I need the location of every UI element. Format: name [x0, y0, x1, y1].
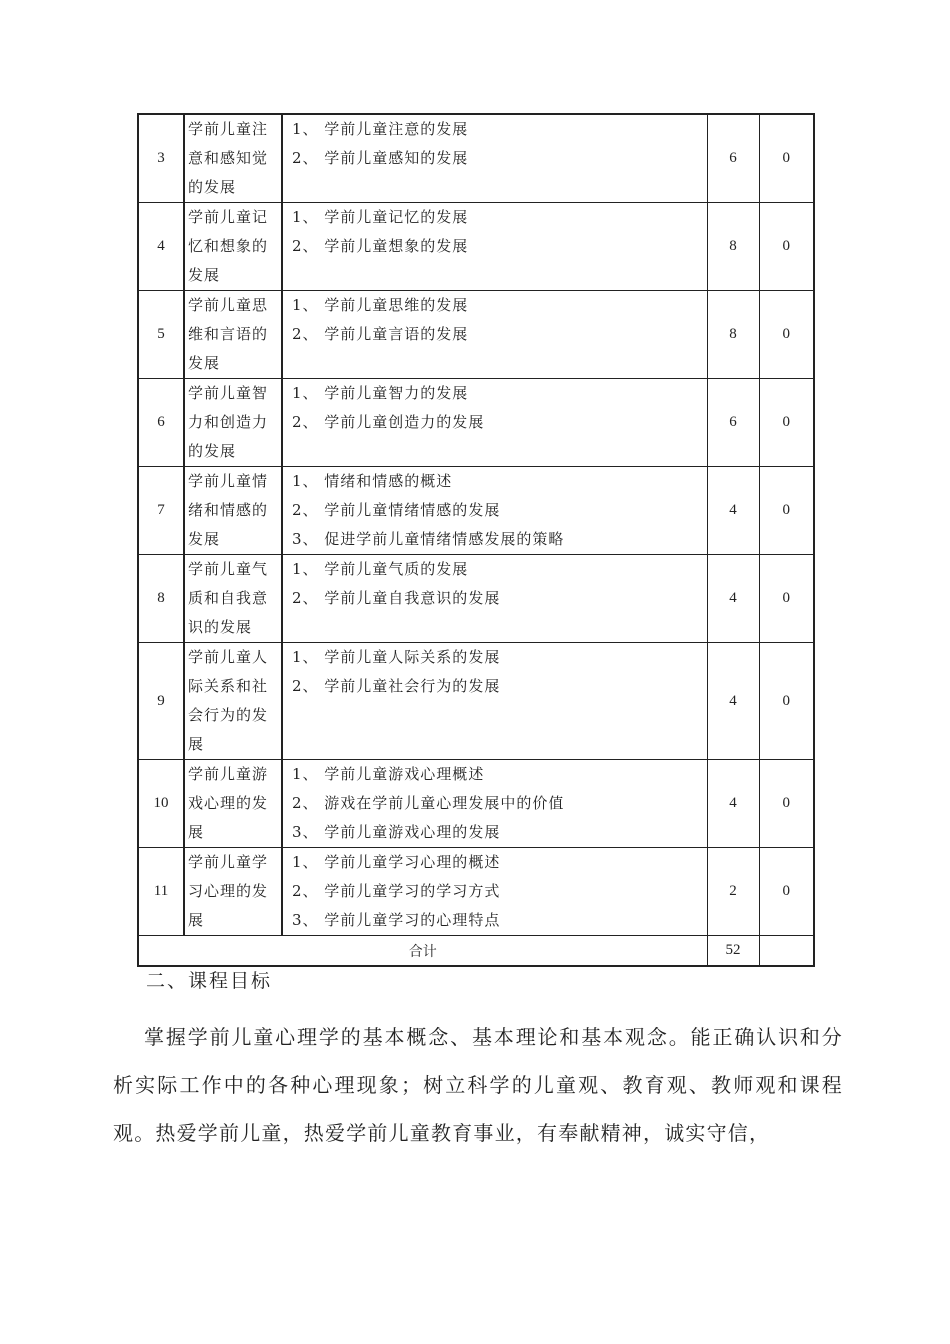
section-item: 3、 学前儿童游戏心理的发展 — [292, 823, 501, 841]
chapter-number: 9 — [138, 643, 184, 760]
chapter-title-line: 绪和情感的 — [188, 501, 269, 519]
section-item: 1、 学前儿童气质的发展 — [292, 560, 469, 578]
practice-hours: 0 — [759, 848, 814, 936]
chapter-title-line: 学前儿童气 — [188, 560, 269, 578]
section-item: 1、 学前儿童注意的发展 — [292, 120, 469, 138]
theory-hours: 2 — [707, 848, 759, 936]
chapter-title-line: 学前儿童注 — [188, 120, 269, 138]
section-item: 1、 学前儿童人际关系的发展 — [292, 648, 501, 666]
theory-hours: 4 — [707, 643, 759, 760]
section-list — [282, 379, 707, 467]
section-item: 1、 情绪和情感的概述 — [292, 472, 453, 490]
theory-hours: 4 — [707, 555, 759, 643]
chapter-number: 4 — [138, 203, 184, 291]
section-item: 3、 促进学前儿童情绪情感发展的策略 — [292, 530, 565, 548]
theory-hours: 8 — [707, 291, 759, 379]
chapter-title — [184, 203, 282, 291]
total-label: 合计 — [138, 936, 707, 967]
table-row — [138, 291, 814, 379]
chapter-title — [184, 114, 282, 203]
practice-hours: 0 — [759, 203, 814, 291]
section-list — [282, 203, 707, 291]
chapter-title-line: 识的发展 — [188, 618, 253, 636]
chapter-title-line: 的发展 — [188, 178, 237, 196]
section-heading: 二、课程目标 — [146, 970, 273, 992]
table-row — [138, 760, 814, 848]
chapter-title-line: 戏心理的发 — [188, 794, 269, 812]
chapter-title-line: 习心理的发 — [188, 882, 269, 900]
section-list — [282, 114, 707, 203]
section-list — [282, 291, 707, 379]
total-row — [138, 936, 814, 967]
chapter-title — [184, 760, 282, 848]
chapter-title-line: 维和言语的 — [188, 325, 269, 343]
chapter-number: 3 — [138, 114, 184, 203]
section-list — [282, 760, 707, 848]
section-item: 1、 学前儿童学习心理的概述 — [292, 853, 501, 871]
table-row — [138, 848, 814, 936]
chapter-title-line: 发展 — [188, 354, 221, 372]
section-item: 1、 学前儿童思维的发展 — [292, 296, 469, 314]
section-item: 2、 学前儿童学习的学习方式 — [292, 882, 501, 900]
section-item: 3、 学前儿童学习的心理特点 — [292, 911, 501, 929]
theory-hours: 6 — [707, 379, 759, 467]
chapter-number: 8 — [138, 555, 184, 643]
chapter-title-line: 际关系和社 — [188, 677, 269, 695]
theory-hours: 4 — [707, 467, 759, 555]
practice-hours: 0 — [759, 467, 814, 555]
chapter-title-line: 学前儿童智 — [188, 384, 269, 402]
table-row — [138, 379, 814, 467]
chapter-number: 6 — [138, 379, 184, 467]
chapter-title-line: 发展 — [188, 530, 221, 548]
section-item: 1、 学前儿童记忆的发展 — [292, 208, 469, 226]
chapter-title — [184, 467, 282, 555]
chapter-title-line: 展 — [188, 735, 205, 753]
chapter-title — [184, 291, 282, 379]
chapter-title-line: 质和自我意 — [188, 589, 269, 607]
chapter-number: 10 — [138, 760, 184, 848]
chapter-title-line: 意和感知觉 — [188, 149, 269, 167]
theory-hours: 8 — [707, 203, 759, 291]
section-item: 2、 学前儿童自我意识的发展 — [292, 589, 501, 607]
section-item: 2、 学前儿童感知的发展 — [292, 149, 469, 167]
chapter-title — [184, 848, 282, 936]
chapter-title-line: 学前儿童人 — [188, 648, 269, 666]
section-list — [282, 467, 707, 555]
section-item: 2、 学前儿童情绪情感的发展 — [292, 501, 501, 519]
section-list — [282, 555, 707, 643]
section-item: 2、 学前儿童社会行为的发展 — [292, 677, 501, 695]
section-item: 1、 学前儿童游戏心理概述 — [292, 765, 485, 783]
section-item: 2、 学前儿童创造力的发展 — [292, 413, 485, 431]
theory-hours: 6 — [707, 114, 759, 203]
course-objectives-paragraph: 掌握学前儿童心理学的基本概念、基本理论和基本观念。能正确认识和分析实际工作中的各种心理现象；树立科学的儿童观、教育观、教师观和课程观。热爱学前儿童，热爱学前儿童教育事业，有奉献精神，诚实守信， — [113, 1025, 843, 1145]
practice-hours: 0 — [759, 379, 814, 467]
chapter-title-line: 学前儿童情 — [188, 472, 269, 490]
chapter-title — [184, 379, 282, 467]
chapter-title-line: 学前儿童记 — [188, 208, 269, 226]
chapter-title — [184, 555, 282, 643]
practice-hours: 0 — [759, 555, 814, 643]
theory-hours: 4 — [707, 760, 759, 848]
table-row — [138, 555, 814, 643]
chapter-title-line: 忆和想象的 — [188, 237, 269, 255]
practice-hours: 0 — [759, 291, 814, 379]
total-practice-hours — [759, 936, 814, 967]
section-list — [282, 848, 707, 936]
chapter-title-line: 发展 — [188, 266, 221, 284]
practice-hours: 0 — [759, 643, 814, 760]
practice-hours: 0 — [759, 114, 814, 203]
chapter-number: 5 — [138, 291, 184, 379]
chapter-title-line: 力和创造力 — [188, 413, 269, 431]
course-hours-table — [137, 113, 815, 967]
chapter-title-line: 展 — [188, 823, 205, 841]
chapter-title-line: 的发展 — [188, 442, 237, 460]
table-row — [138, 114, 814, 203]
chapter-title — [184, 643, 282, 760]
chapter-title-line: 展 — [188, 911, 205, 929]
section-list — [282, 643, 707, 760]
chapter-title-line: 学前儿童学 — [188, 853, 269, 871]
chapter-number: 7 — [138, 467, 184, 555]
table-row — [138, 643, 814, 760]
chapter-number: 11 — [138, 848, 184, 936]
section-item: 1、 学前儿童智力的发展 — [292, 384, 469, 402]
table-row — [138, 467, 814, 555]
chapter-title-line: 学前儿童思 — [188, 296, 269, 314]
total-hours: 52 — [707, 936, 759, 967]
section-item: 2、 游戏在学前儿童心理发展中的价值 — [292, 794, 565, 812]
section-item: 2、 学前儿童想象的发展 — [292, 237, 469, 255]
chapter-title-line: 会行为的发 — [188, 706, 269, 724]
practice-hours: 0 — [759, 760, 814, 848]
section-item: 2、 学前儿童言语的发展 — [292, 325, 469, 343]
chapter-title-line: 学前儿童游 — [188, 765, 269, 783]
table-row — [138, 203, 814, 291]
